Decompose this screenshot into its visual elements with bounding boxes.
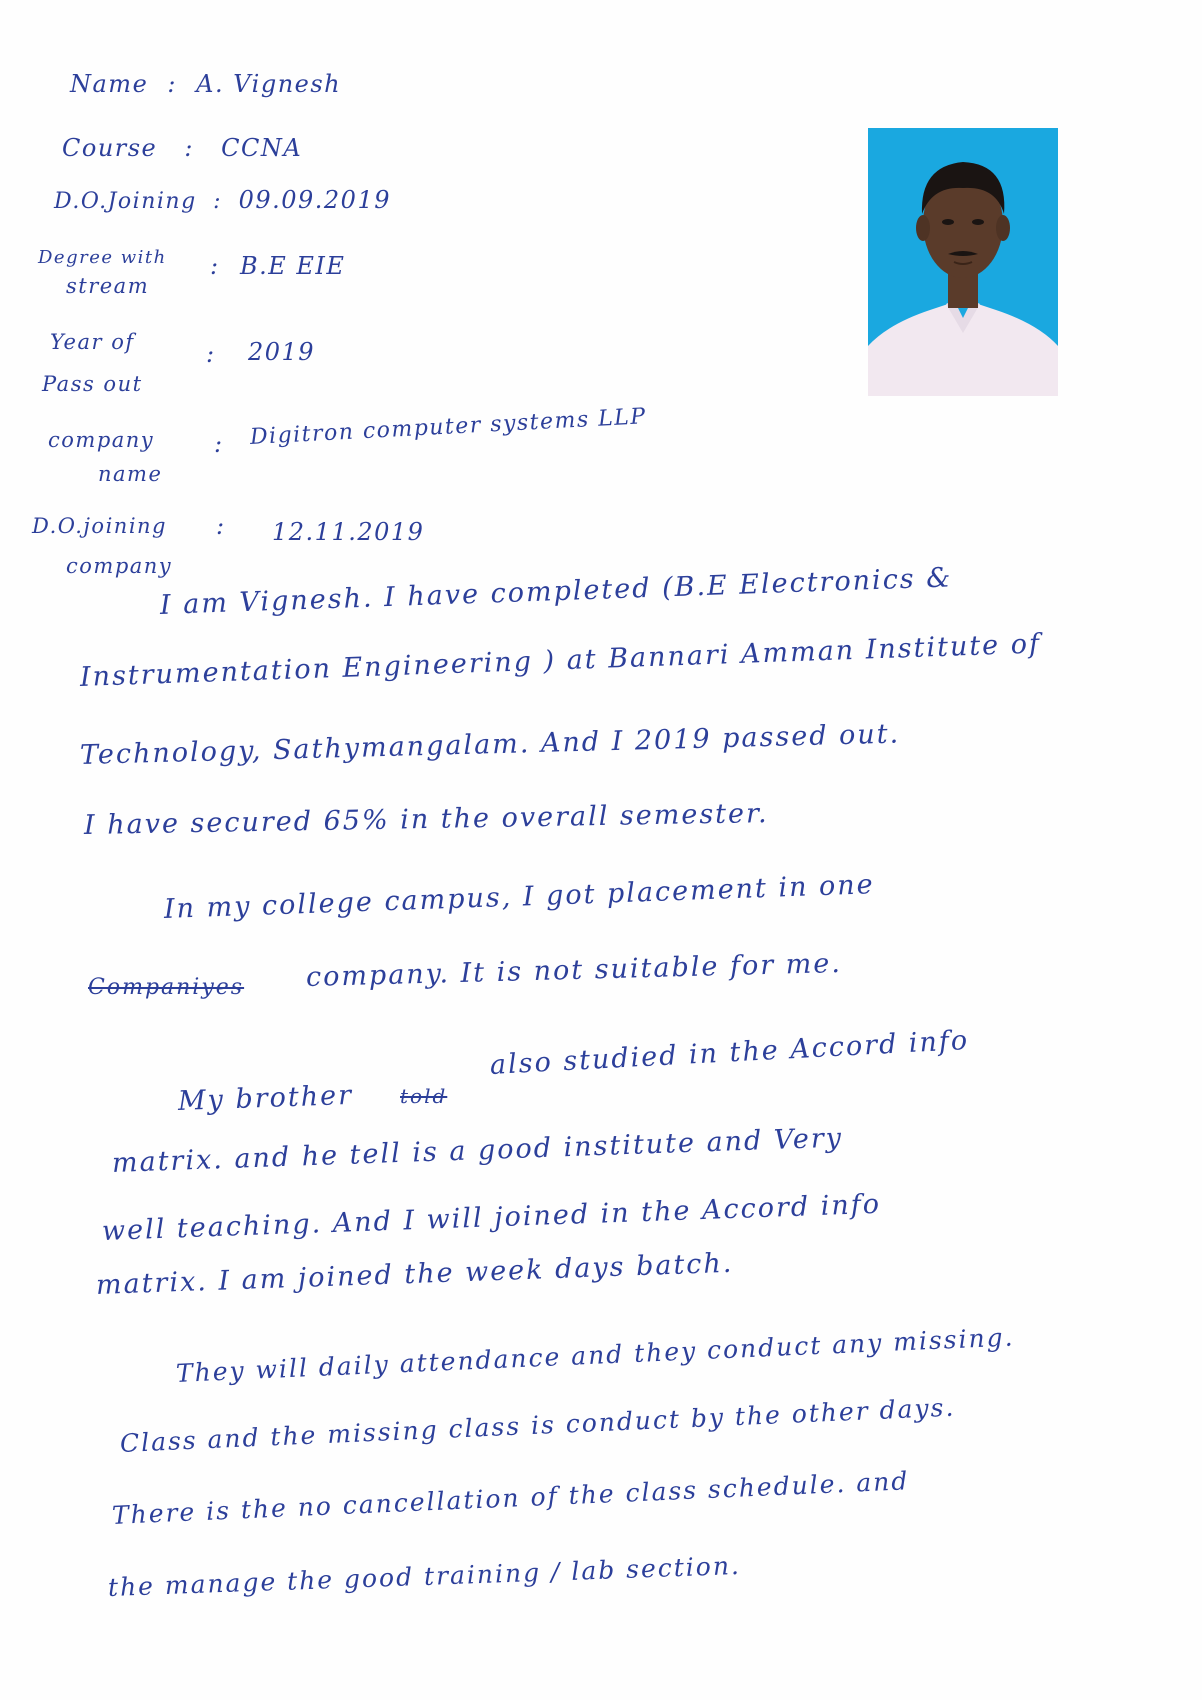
doj-company-label-line2: company (66, 554, 173, 578)
paragraph-2-strikethrough-word: Companiyes (88, 975, 245, 1000)
paragraph-3-line-2: matrix. and he tell is a good institute and Very (111, 1122, 844, 1179)
doj-value: 09.09.2019 (238, 186, 391, 214)
paragraph-1-line-2: Instrumentation Engineering ) at Bannari Amman Institute of (79, 628, 1042, 693)
course-row (62, 134, 302, 162)
paragraph-3-line-1-start: My brother (177, 1079, 354, 1117)
colon: : (216, 512, 226, 540)
applicant-photo (868, 128, 1058, 396)
colon: : (214, 430, 224, 458)
colon: : (206, 340, 216, 368)
applicant-photo-graphic (868, 128, 1058, 396)
doj-company-value: 12.11.2019 (272, 518, 425, 546)
paragraph-2-line-2: company. It is not suitable for me. (305, 947, 843, 993)
year-label-line2: Pass out (42, 372, 143, 396)
degree-label-line2: stream (66, 274, 150, 298)
doj-company-label-line1: D.O.joining (32, 514, 168, 538)
colon: : (167, 70, 178, 98)
paragraph-4-line-2: Class and the missing class is conduct by the other days. (119, 1392, 956, 1458)
course-label: Course (62, 134, 158, 162)
paragraph-3-line-4: matrix. I am joined the week days batch. (95, 1247, 734, 1301)
paragraph-3-strikethrough-word: told (400, 1084, 448, 1108)
colon: : (210, 252, 220, 280)
paragraph-1-line-3: Technology, Sathymangalam. And I 2019 passed out. (79, 718, 901, 771)
paragraph-2-line-1: In my college campus, I got placement in one (163, 869, 876, 925)
paragraph-3-line-1-end: also studied in the Accord info (489, 1024, 970, 1081)
paragraph-3-line-3: well teaching. And I will joined in the Accord info (101, 1188, 882, 1247)
doj-label: D.O.Joining (54, 189, 197, 214)
paragraph-4-line-1: They will daily attendance and they conduct any missing. (175, 1322, 1016, 1388)
year-label-line1: Year of (50, 330, 135, 354)
paragraph-1-line-4: I have secured 65% in the overall semester. (83, 798, 769, 841)
name-label: Name (70, 70, 149, 98)
company-value: Digitron computer systems LLP (249, 404, 648, 450)
degree-label-line1: Degree with (38, 247, 167, 268)
name-row (70, 70, 341, 98)
colon: : (184, 134, 194, 162)
doj-row (54, 186, 391, 216)
company-label-line2: name (98, 462, 163, 486)
company-label-line1: company (48, 428, 155, 452)
paragraph-4-line-4: the manage the good training / lab section. (107, 1550, 742, 1602)
colon: : (213, 189, 223, 214)
paragraph-4-line-3: There is the no cancellation of the class schedule. and (111, 1466, 910, 1530)
degree-value: B.E EIE (240, 252, 346, 280)
name-value: A. Vignesh (196, 70, 342, 98)
year-value: 2019 (248, 338, 316, 366)
course-value: CCNA (221, 134, 303, 162)
paragraph-1-line-1: I am Vignesh. I have completed (B.E Electronics & (159, 562, 953, 621)
